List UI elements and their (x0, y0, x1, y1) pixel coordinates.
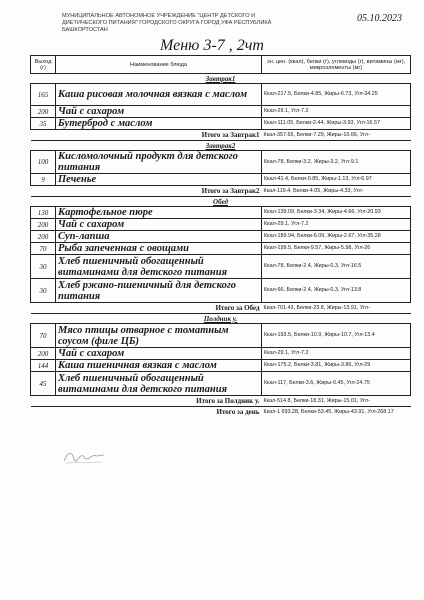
table-row (31, 255, 411, 279)
table-row (31, 279, 411, 303)
day-total-row (31, 407, 411, 418)
dish-nutrition: Ккал-78, Белки-3.2, Жиры-3.2, Угл-9.1 (262, 151, 411, 174)
dish-output: 9 (31, 174, 56, 186)
section-total-row (31, 303, 411, 314)
section-total-label: Итого за Завтрак2 (31, 186, 262, 197)
table-row (31, 324, 411, 348)
column-header-name: Наименование блюда (56, 56, 262, 74)
page-title: Меню 3-7 , 2чт (160, 37, 264, 54)
table-row (31, 219, 411, 231)
section-total-value: Ккал-701.43, Белки-23.8, Жиры-13.91, Угл- (262, 303, 411, 314)
dish-name: Бутерброд с маслом (56, 118, 262, 130)
section-header-row (31, 74, 411, 84)
table-row (31, 84, 411, 106)
dish-name: Картофельное пюре (56, 207, 262, 219)
dish-name: Чай с сахаром (56, 348, 262, 360)
table-row (31, 243, 411, 255)
dish-output: 165 (31, 84, 56, 106)
dish-output: 200 (31, 348, 56, 360)
day-total-label: Итого за день (216, 408, 260, 416)
dish-nutrition: Ккал-111.05, Белки-2.44, Жиры-3.93, Угл-16.57 (262, 118, 411, 130)
table-row (31, 372, 411, 396)
section-title: Завтрак1 (31, 74, 411, 84)
section-total-row (31, 186, 411, 197)
dish-name: Рыба запеченная с овощами (56, 243, 262, 255)
dish-output: 35 (31, 118, 56, 130)
organization-name: МУНИЦИПАЛЬНОЕ АВТОНОМНОЕ УЧРЕЖДЕНИЕ "ЦЕНТР ДЕТСКОГО И ДИЕТИЧЕСКОГО ПИТАНИЯ" ГОРОДСКОГО ОКРУГА ГОРОД УФА РЕСПУБЛИКА БАШКОРТОСТАН (62, 13, 272, 33)
dish-name: Каша пшеничная вязкая с маслом (56, 360, 262, 372)
dish-nutrition: Ккал-29.1, Угл-7.2 (262, 106, 411, 118)
dish-name: Хлеб пшеничный обогащенный витаминами для детского питания (56, 255, 262, 279)
dish-nutrition: Ккал-29.1, Угл-7.2 (262, 219, 411, 231)
dish-output: 70 (31, 243, 56, 255)
dish-output: 144 (31, 360, 56, 372)
dish-nutrition: Ккал-217.5, Белки-4.85, Жиры-6.73, Угл-34.25 (262, 84, 411, 106)
dish-nutrition: Ккал-139.09, Белки-3.34, Жиры-4.66, Угл-20.93 (262, 207, 411, 219)
dish-nutrition: Ккал-199.5, Белки-9.57, Жиры-5.98, Угл-26 (262, 243, 411, 255)
table-header-row (31, 56, 411, 74)
dish-nutrition: Ккал-41.4, Белки-0.85, Жиры-1.13, Угл-6.97 (262, 174, 411, 186)
dish-output: 45 (31, 372, 56, 396)
dish-name: Чай с сахаром (56, 106, 262, 118)
dish-nutrition: Ккал-66, Белки-2.4, Жиры-0.3, Угл-13.8 (262, 279, 411, 303)
dish-nutrition: Ккал-193.5, Белки-10.9, Жиры-10.7, Угл-13.4 (262, 324, 411, 348)
handwritten-mark (62, 447, 106, 465)
dish-nutrition: Ккал-78, Белки-2.4, Жиры-0.3, Угл-16.5 (262, 255, 411, 279)
section-total-row (31, 130, 411, 141)
dish-name: Кисломолочный продукт для детского питания (56, 151, 262, 174)
column-header-output: Выход (г) (31, 56, 56, 74)
table-row (31, 231, 411, 243)
dish-output: 130 (31, 207, 56, 219)
section-total-row (31, 396, 411, 407)
dish-output: 70 (31, 324, 56, 348)
section-total-label: Итого за Полдник у. (31, 396, 262, 407)
section-header-row (31, 314, 411, 324)
table-row (31, 348, 411, 360)
table-row (31, 151, 411, 174)
section-total-value: Ккал-119.4, Белки-4.05, Жиры-4.33, Угл- (262, 186, 411, 197)
section-total-label: Итого за Завтрак1 (31, 130, 262, 141)
dish-name: Чай с сахаром (56, 219, 262, 231)
dish-output: 30 (31, 255, 56, 279)
section-total-value: Ккал-514.8, Белки-18.31, Жиры-15.01, Угл- (262, 396, 411, 407)
dish-nutrition: Ккал-175.2, Белки-3.81, Жиры-3.86, Угл-29 (262, 360, 411, 372)
menu-body (31, 74, 411, 418)
day-total-value: Ккал-1 693.28, Белки-53.45, Жиры-43.91, Угл-268.17 (263, 408, 394, 415)
column-header-nutrition: эн. цен. (ккал), белки (г), углеводы (г), витамины (мг), микроэлементы (мг) (262, 56, 411, 74)
table-row (31, 106, 411, 118)
section-total-label: Итого за Обед (31, 303, 262, 314)
dish-output: 200 (31, 219, 56, 231)
menu-date: 05.10.2023 (357, 13, 402, 24)
section-title: Полдник у. (31, 314, 411, 324)
dish-output: 30 (31, 279, 56, 303)
section-header-row (31, 141, 411, 151)
dish-name: Суп-лапша (56, 231, 262, 243)
menu-table (30, 55, 411, 417)
dish-name: Каша рисовая молочная вязкая с маслом (56, 84, 262, 106)
table-row (31, 360, 411, 372)
dish-name: Мясо птицы отварное с томатным соусом (филе ЦБ) (56, 324, 262, 348)
dish-nutrition: Ккал-29.1, Угл-7.2 (262, 348, 411, 360)
section-title: Обед (31, 197, 411, 207)
dish-output: 200 (31, 106, 56, 118)
table-row (31, 174, 411, 186)
dish-nutrition: Ккал-189.94, Белки-6.09, Жиры-2.67, Угл-35.28 (262, 231, 411, 243)
section-title: Завтрак2 (31, 141, 411, 151)
dish-nutrition: Ккал-117, Белки-3.6, Жиры-0.45, Угл-24.75 (262, 372, 411, 396)
dish-output: 200 (31, 231, 56, 243)
section-total-value: Ккал-357.65, Белки-7.29, Жиры-10.66, Угл- (262, 130, 411, 141)
dish-output: 100 (31, 151, 56, 174)
dish-name: Хлеб ржано-пшеничный для детского питания (56, 279, 262, 303)
dish-name: Печенье (56, 174, 262, 186)
table-row (31, 118, 411, 130)
section-header-row (31, 197, 411, 207)
table-row (31, 207, 411, 219)
dish-name: Хлеб пшеничный обогащенный витаминами для детского питания (56, 372, 262, 396)
